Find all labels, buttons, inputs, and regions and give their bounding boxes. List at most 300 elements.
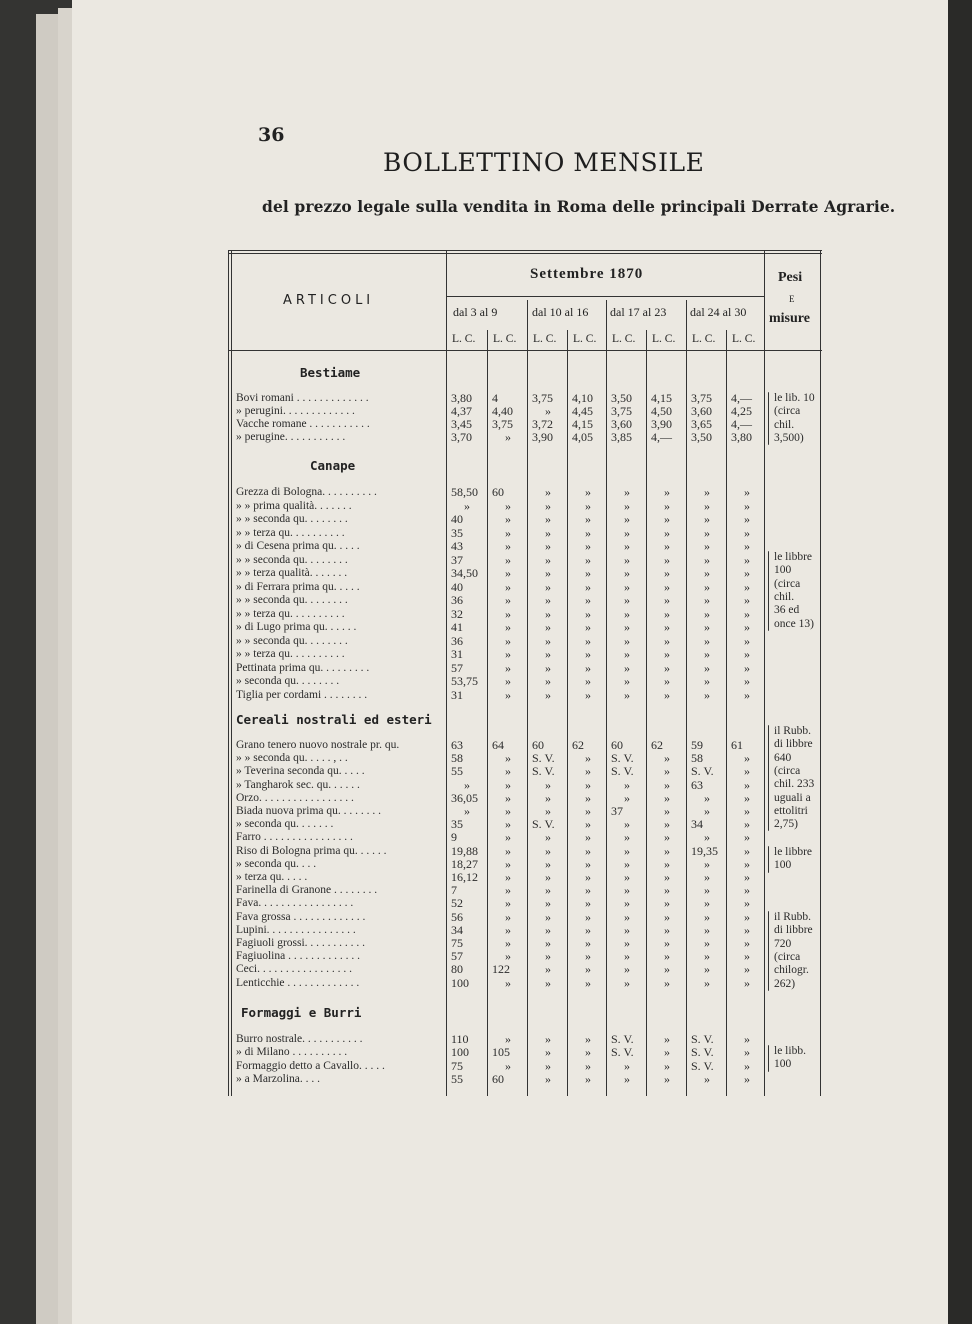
header-lc: L. C. <box>573 333 597 345</box>
header-lc: L. C. <box>692 333 716 345</box>
price-cell: » <box>664 660 670 675</box>
pesi-note: chil. <box>774 418 795 431</box>
price-cell: 31 <box>451 687 463 702</box>
price-cell: » <box>664 566 670 580</box>
row-label: » » terza qu. . . . . . . . . . <box>236 607 345 620</box>
price-cell: » <box>664 790 670 805</box>
row-label: Lenticchie . . . . . . . . . . . . . <box>236 976 360 989</box>
page-number: 36 <box>258 124 285 146</box>
price-cell: » <box>505 830 511 845</box>
price-cell: » <box>664 1045 670 1060</box>
price-cell: » <box>744 751 750 766</box>
price-cell: » <box>505 764 511 779</box>
price-cell: » <box>505 633 511 648</box>
price-cell: 40 <box>451 512 463 526</box>
price-cell: » <box>744 525 750 540</box>
price-cell: » <box>744 975 750 990</box>
price-cell: 75 <box>451 1058 463 1073</box>
price-cell: 36 <box>451 633 463 648</box>
price-cell: » <box>545 674 551 688</box>
column-rule <box>726 330 727 1096</box>
price-cell: » <box>704 896 710 911</box>
price-cell: » <box>624 606 630 621</box>
pesi-note: 262) <box>774 977 796 990</box>
price-cell: » <box>585 764 591 779</box>
header-articoli: ARTICOLI <box>283 293 375 308</box>
price-cell: 3,75 <box>691 391 712 405</box>
row-label: Farinella di Granone . . . . . . . . <box>236 884 378 897</box>
price-cell: 62 <box>572 738 584 752</box>
price-cell: » <box>545 633 551 648</box>
price-cell: » <box>704 633 710 648</box>
header-period: dal 3 al 9 <box>453 305 498 319</box>
pesi-note: chil. <box>774 590 795 603</box>
price-cell: 4,10 <box>572 391 593 405</box>
column-rule <box>527 300 528 1096</box>
pesi-note: (circa <box>774 950 801 963</box>
price-cell: » <box>664 1032 670 1046</box>
price-cell: » <box>744 856 750 871</box>
price-cell: S. V. <box>611 1032 634 1046</box>
price-cell: » <box>505 687 511 702</box>
price-cell: » <box>545 975 551 990</box>
price-cell: » <box>664 883 670 898</box>
price-cell: » <box>744 660 750 675</box>
row-label: » terza qu. . . . . <box>236 871 308 883</box>
price-cell: » <box>545 936 551 950</box>
column-rule <box>487 330 488 1096</box>
price-cell: » <box>704 579 710 594</box>
price-cell: » <box>505 620 511 634</box>
pesi-note: 640 <box>774 751 792 764</box>
price-cell: » <box>744 777 750 792</box>
price-cell: 4,45 <box>572 404 593 418</box>
price-cell: » <box>585 830 591 845</box>
price-cell: » <box>585 843 591 858</box>
header-bottom-rule <box>228 350 822 351</box>
header-period: dal 10 al 16 <box>532 305 589 319</box>
header-period: dal 24 al 30 <box>690 305 747 319</box>
row-label: » seconda qu. . . . <box>236 857 317 870</box>
pesi-note: (circa <box>774 405 801 418</box>
price-cell: 3,65 <box>691 417 712 431</box>
pesi-note: uguali a <box>774 791 811 804</box>
price-cell: » <box>505 1058 511 1073</box>
price-cell: » <box>585 485 591 499</box>
price-cell: » <box>624 512 630 526</box>
price-cell: » <box>664 593 670 607</box>
row-label: Burro nostrale. . . . . . . . . . . <box>236 1033 363 1045</box>
price-cell: 4,50 <box>651 404 672 418</box>
price-cell: » <box>624 922 630 937</box>
price-cell: » <box>744 512 750 526</box>
price-cell: 3,80 <box>731 430 752 444</box>
price-cell: S. V. <box>532 817 555 832</box>
price-cell: » <box>744 843 750 858</box>
price-cell: » <box>664 1071 670 1086</box>
page-title: BOLLETTINO MENSILE <box>383 148 705 177</box>
price-cell: » <box>744 830 750 845</box>
price-cell: » <box>704 790 710 805</box>
price-cell: » <box>744 579 750 594</box>
price-cell: 31 <box>451 647 463 661</box>
price-cell: » <box>545 620 551 634</box>
price-cell: » <box>624 830 630 845</box>
table-right-rule <box>820 250 821 1096</box>
header-e: E <box>789 294 795 304</box>
price-cell: » <box>704 512 710 526</box>
price-cell: » <box>505 790 511 805</box>
pesi-note: 36 ed <box>774 604 800 617</box>
row-label: Ceci. . . . . . . . . . . . . . . . . <box>236 963 352 976</box>
price-cell: » <box>624 962 630 977</box>
price-cell: » <box>664 485 670 499</box>
price-cell: » <box>664 512 670 526</box>
price-cell: 32 <box>451 606 463 621</box>
price-cell: » <box>744 764 750 779</box>
price-cell: » <box>664 674 670 688</box>
price-cell: 19,35 <box>691 843 718 858</box>
price-cell: » <box>624 660 630 675</box>
price-cell: 62 <box>651 738 663 752</box>
row-label: » » seconda qu. . . . . . . . <box>236 513 348 525</box>
price-cell: » <box>505 949 511 964</box>
price-cell: » <box>624 1071 630 1086</box>
price-cell: 80 <box>451 962 463 977</box>
price-cell: » <box>545 1045 551 1060</box>
row-label: » seconda qu. . . . . . . . <box>236 675 340 687</box>
row-label: » » terza qu. . . . . . . . . . <box>236 648 345 660</box>
price-cell: » <box>624 856 630 871</box>
price-cell: » <box>585 883 591 898</box>
price-cell: » <box>505 1032 511 1046</box>
price-cell: » <box>704 525 710 540</box>
price-cell: » <box>505 870 511 884</box>
price-cell: » <box>704 498 710 513</box>
row-label: » di Cesena prima qu. . . . . <box>236 540 360 552</box>
pesi-note: ettolitri <box>774 804 808 817</box>
price-cell: » <box>505 552 511 567</box>
price-cell: » <box>585 525 591 540</box>
price-cell: S. V. <box>691 1032 714 1046</box>
price-cell: 4,15 <box>651 391 672 405</box>
price-cell: S. V. <box>691 764 714 779</box>
price-cell: » <box>585 777 591 792</box>
price-cell: » <box>505 512 511 526</box>
price-cell: » <box>744 909 750 924</box>
price-cell: » <box>704 909 710 924</box>
row-label: Lupini. . . . . . . . . . . . . . . . <box>236 923 356 936</box>
price-cell: » <box>545 660 551 675</box>
price-cell: » <box>624 777 630 792</box>
row-label: » » prima qualità. . . . . . . <box>236 499 352 512</box>
price-cell: 52 <box>451 896 463 911</box>
price-cell: » <box>704 552 710 567</box>
price-cell: » <box>545 1032 551 1046</box>
price-cell: » <box>585 674 591 688</box>
price-cell: » <box>664 870 670 884</box>
pesi-note: 2,75) <box>774 818 798 831</box>
section-header: Formaggi e Burri <box>241 1005 362 1020</box>
price-cell: S. V. <box>691 1045 714 1060</box>
price-cell: » <box>545 566 551 580</box>
price-cell: » <box>505 593 511 607</box>
price-cell: » <box>744 620 750 634</box>
pesi-brace <box>768 551 769 631</box>
price-cell: » <box>585 949 591 964</box>
price-cell: » <box>744 485 750 499</box>
price-cell: » <box>585 922 591 937</box>
pesi-note: 3,500) <box>774 431 804 444</box>
price-cell: » <box>545 593 551 607</box>
price-cell: » <box>585 512 591 526</box>
price-cell: 55 <box>451 764 463 779</box>
price-cell: 110 <box>451 1032 469 1046</box>
row-label: » » terza qualità. . . . . . . <box>236 567 348 579</box>
price-cell: » <box>704 830 710 845</box>
row-label: » perugini. . . . . . . . . . . . . <box>236 405 355 417</box>
price-cell: » <box>744 1032 750 1046</box>
price-cell: » <box>704 936 710 950</box>
price-cell: » <box>744 922 750 937</box>
pesi-note: il Rubb. <box>774 725 812 737</box>
price-cell: » <box>664 620 670 634</box>
price-cell: S. V. <box>532 751 555 766</box>
pesi-brace <box>768 846 769 873</box>
table-left-rule <box>228 250 229 1096</box>
price-cell: » <box>704 975 710 990</box>
row-label: » di Milano . . . . . . . . . . <box>236 1046 348 1059</box>
price-cell: » <box>545 909 551 924</box>
price-cell: » <box>624 566 630 580</box>
row-label: Bovi romani . . . . . . . . . . . . . <box>236 392 369 404</box>
column-rule <box>646 330 647 1096</box>
price-cell: » <box>664 751 670 766</box>
price-cell: » <box>505 936 511 950</box>
row-label: Pettinata prima qu. . . . . . . . . <box>236 661 370 674</box>
price-cell: » <box>464 777 470 792</box>
price-cell: 7 <box>451 883 457 898</box>
price-cell: » <box>545 687 551 702</box>
price-cell: » <box>744 552 750 567</box>
price-cell: » <box>545 949 551 964</box>
price-cell: » <box>545 606 551 621</box>
period-rule <box>446 296 764 297</box>
price-cell: » <box>545 830 551 845</box>
price-cell: » <box>505 922 511 937</box>
price-cell: » <box>545 777 551 792</box>
price-cell: » <box>585 896 591 911</box>
row-label: Fagiuoli grossi. . . . . . . . . . . <box>236 937 366 949</box>
price-cell: » <box>505 647 511 661</box>
price-cell: » <box>704 962 710 977</box>
price-cell: » <box>585 593 591 607</box>
price-cell: » <box>704 922 710 937</box>
pesi-brace <box>768 725 769 831</box>
price-cell: 3,90 <box>532 430 553 444</box>
price-cell: » <box>585 633 591 648</box>
price-cell: » <box>664 539 670 553</box>
price-cell: » <box>585 647 591 661</box>
price-cell: » <box>664 804 670 818</box>
column-rule <box>606 300 607 1096</box>
price-cell: 3,90 <box>651 417 672 431</box>
price-cell: 19,88 <box>451 843 478 858</box>
price-cell: » <box>704 485 710 499</box>
price-cell: » <box>624 870 630 884</box>
price-cell: » <box>744 936 750 950</box>
pesi-brace <box>768 392 769 445</box>
price-cell: » <box>545 856 551 871</box>
pesi-note: di libbre <box>774 738 813 751</box>
price-cell: » <box>704 674 710 688</box>
price-cell: » <box>744 674 750 688</box>
price-cell: » <box>744 539 750 553</box>
price-cell: » <box>545 404 551 418</box>
price-cell: 36 <box>451 593 463 607</box>
price-cell: 4,37 <box>451 404 472 418</box>
price-cell: » <box>704 620 710 634</box>
table-top-rule <box>228 250 822 251</box>
header-lc: L. C. <box>493 333 517 345</box>
price-cell: » <box>545 525 551 540</box>
row-label: Fagiuolina . . . . . . . . . . . . . <box>236 950 360 963</box>
price-cell: » <box>744 687 750 702</box>
price-cell: S. V. <box>611 764 634 779</box>
price-cell: 37 <box>451 552 463 567</box>
pesi-brace <box>768 911 769 991</box>
price-cell: » <box>664 975 670 990</box>
column-rule <box>686 300 687 1096</box>
price-cell: » <box>704 1071 710 1086</box>
pesi-note: chil. 233 <box>774 778 815 791</box>
price-cell: 3,75 <box>611 404 632 418</box>
header-lc: L. C. <box>732 333 756 345</box>
section-header: Canape <box>310 458 356 473</box>
price-cell: » <box>624 936 630 950</box>
price-cell: » <box>585 1071 591 1086</box>
price-cell: 34 <box>451 922 463 937</box>
price-cell: 3,60 <box>691 404 712 418</box>
price-cell: » <box>664 817 670 832</box>
price-cell: 4,— <box>731 417 752 431</box>
price-cell: » <box>664 909 670 924</box>
price-cell: » <box>464 498 470 513</box>
price-cell: » <box>624 790 630 805</box>
price-cell: 18,27 <box>451 856 478 871</box>
price-cell: » <box>744 498 750 513</box>
price-cell: » <box>664 777 670 792</box>
price-cell: » <box>585 1032 591 1046</box>
header-month: Settembre 1870 <box>530 266 644 282</box>
price-cell: » <box>585 856 591 871</box>
column-rule <box>567 330 568 1096</box>
price-cell: » <box>545 1071 551 1086</box>
price-cell: 4,15 <box>572 417 593 431</box>
row-label: » di Lugo prima qu. . . . . . <box>236 621 357 633</box>
price-cell: » <box>624 579 630 594</box>
price-cell: » <box>505 909 511 924</box>
price-cell: 3,45 <box>451 417 472 431</box>
scan-border <box>948 0 972 1324</box>
price-cell: » <box>545 512 551 526</box>
price-cell: S. V. <box>611 751 634 766</box>
price-cell: 3,50 <box>611 391 632 405</box>
price-cell: 34,50 <box>451 566 478 580</box>
price-cell: » <box>585 606 591 621</box>
table-top-rule <box>228 253 822 254</box>
price-cell: 41 <box>451 620 463 634</box>
price-cell: » <box>704 606 710 621</box>
price-cell: » <box>585 1058 591 1073</box>
price-cell: 60 <box>492 1071 504 1086</box>
price-cell: 64 <box>492 738 504 752</box>
price-cell: » <box>744 1045 750 1060</box>
pesi-note: il Rubb. <box>774 911 812 923</box>
price-cell: 56 <box>451 909 463 924</box>
header-lc: L. C. <box>612 333 636 345</box>
pesi-note: 720 <box>774 937 792 950</box>
price-cell: » <box>585 936 591 950</box>
price-cell: » <box>744 647 750 661</box>
price-cell: » <box>664 922 670 937</box>
price-cell: » <box>704 539 710 553</box>
header-period: dal 17 al 23 <box>610 305 667 319</box>
row-label: » perugine. . . . . . . . . . . <box>236 431 346 443</box>
price-cell: » <box>505 777 511 792</box>
price-cell: » <box>744 804 750 818</box>
price-cell: » <box>505 660 511 675</box>
price-cell: » <box>585 1045 591 1060</box>
price-cell: » <box>505 975 511 990</box>
price-cell: » <box>704 566 710 580</box>
price-cell: » <box>505 896 511 911</box>
row-label: » Teverina seconda qu. . . . . <box>236 765 365 778</box>
price-cell: 60 <box>611 738 623 752</box>
price-cell: 63 <box>451 738 463 752</box>
price-cell: » <box>505 498 511 513</box>
price-cell: » <box>545 1058 551 1073</box>
price-cell: 63 <box>691 777 703 792</box>
price-cell: 61 <box>731 738 743 752</box>
price-cell: 55 <box>451 1071 463 1086</box>
price-cell: » <box>704 870 710 884</box>
price-cell: » <box>624 975 630 990</box>
price-cell: » <box>505 579 511 594</box>
price-cell: » <box>585 552 591 567</box>
price-cell: » <box>744 633 750 648</box>
pesi-note: 100 <box>774 1058 792 1071</box>
price-cell: » <box>545 790 551 805</box>
row-label: Grezza di Bologna. . . . . . . . . . <box>236 486 377 498</box>
pesi-note: 100 <box>774 859 792 872</box>
pesi-note: 100 <box>774 564 792 577</box>
price-cell: 122 <box>492 962 510 977</box>
price-cell: » <box>664 1058 670 1073</box>
row-label: Fava grossa . . . . . . . . . . . . . <box>236 910 366 923</box>
price-cell: 4,— <box>731 391 752 405</box>
page-subtitle: del prezzo legale sulla vendita in Roma delle principali Derrate Agrarie. <box>262 197 896 216</box>
pesi-note: le libbre <box>774 551 812 563</box>
price-cell: » <box>744 870 750 884</box>
price-cell: » <box>585 579 591 594</box>
column-rule <box>764 250 765 1096</box>
price-cell: » <box>664 896 670 911</box>
price-cell: » <box>545 579 551 594</box>
price-cell: » <box>505 525 511 540</box>
price-cell: » <box>505 430 511 444</box>
price-cell: 3,80 <box>451 391 472 405</box>
